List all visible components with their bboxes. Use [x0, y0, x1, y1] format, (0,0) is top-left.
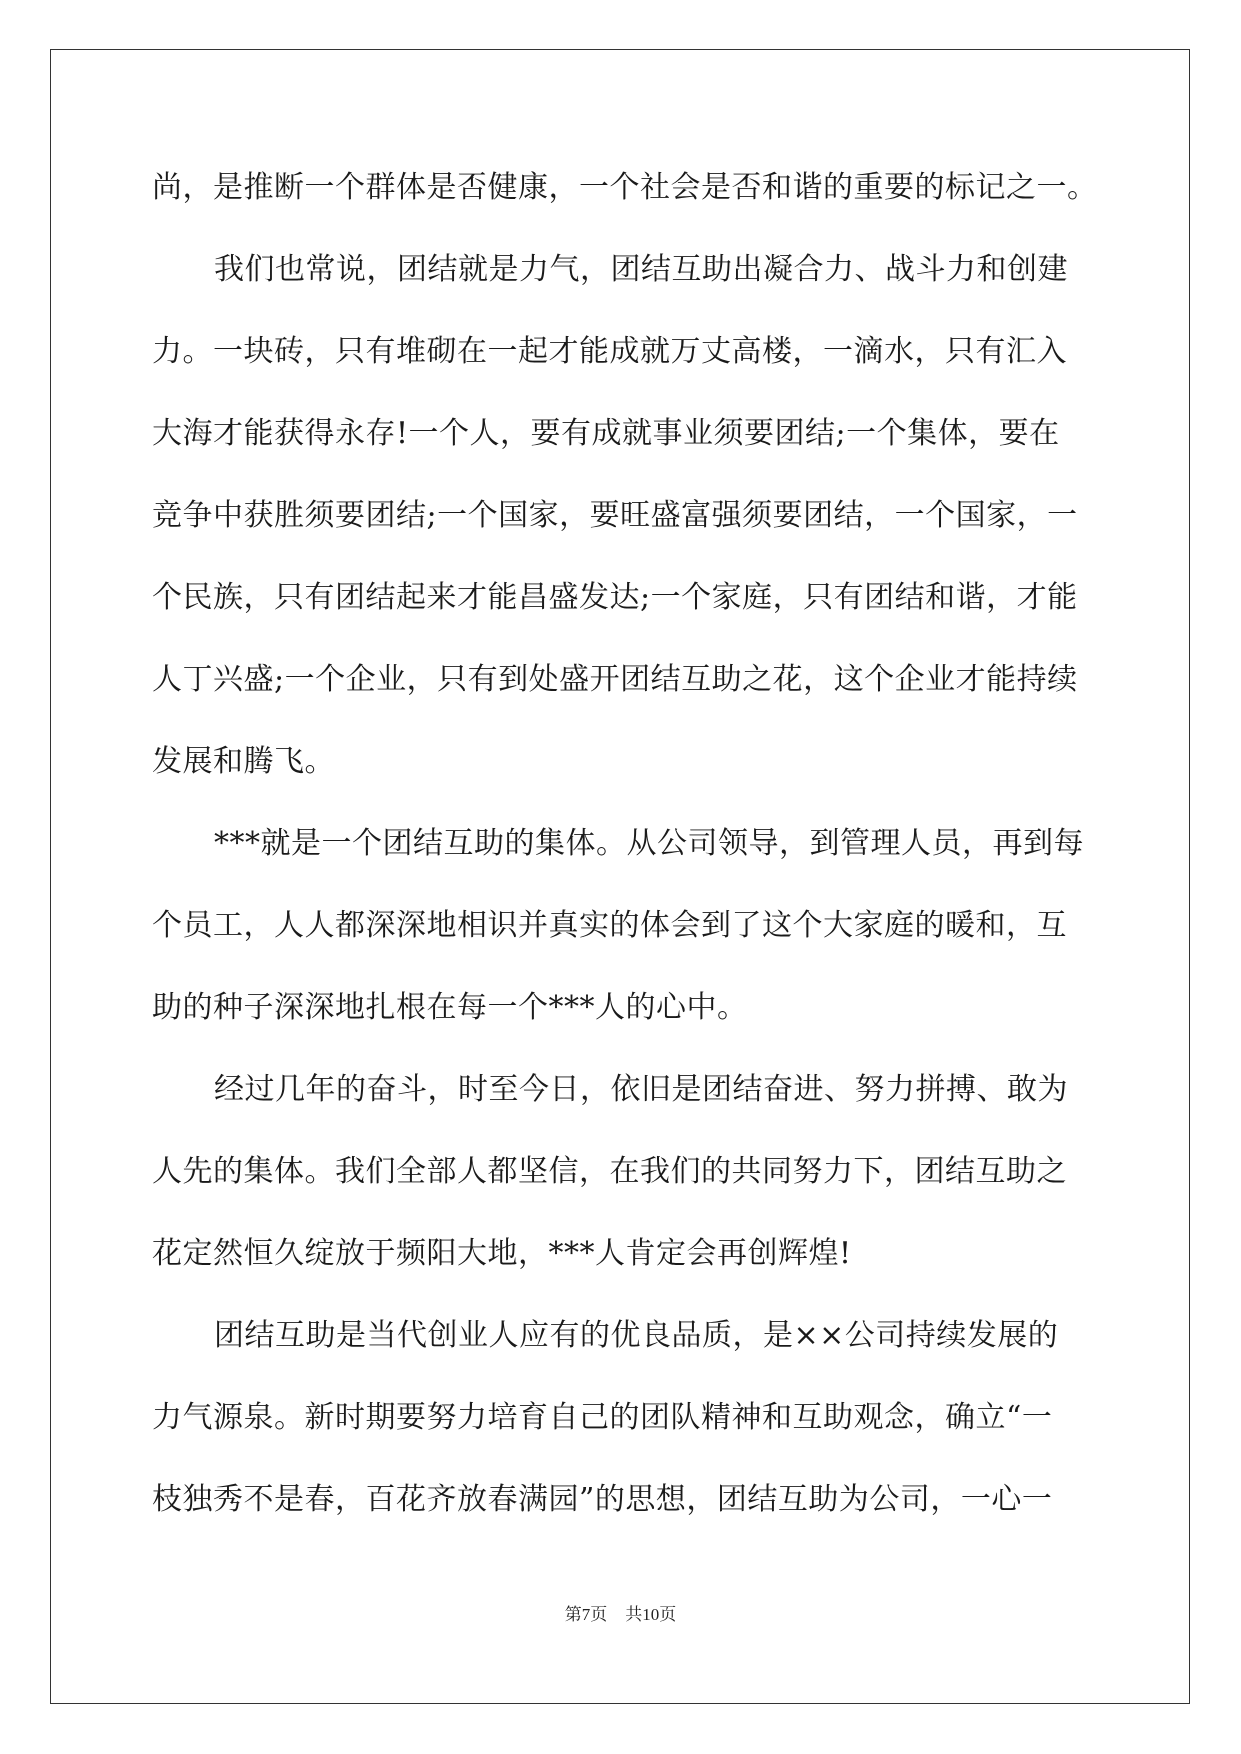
text-line: 花定然恒久绽放于频阳大地，***人肯定会再创辉煌!: [152, 1236, 852, 1271]
text-line: ***就是一个团结互助的集体。从公司领导，到管理人员，再到每: [214, 826, 1084, 861]
text-line: 个民族，只有团结起来才能昌盛发达;一个家庭，只有团结和谐，才能: [152, 580, 1078, 615]
text-line: 人先的集体。我们全部人都坚信，在我们的共同努力下，团结互助之: [152, 1154, 1067, 1189]
page-number: 第7页: [564, 1605, 608, 1624]
page-total: 共10页: [625, 1605, 677, 1624]
page-footer: [0, 1600, 1241, 1625]
text-line: 力气源泉。新时期要努力培育自己的团队精神和互助观念，确立“一: [152, 1400, 1053, 1435]
text-line: 枝独秀不是春，百花齐放春满园”的思想，团结互助为公司，一心一: [152, 1482, 1053, 1517]
document-body: [152, 164, 1098, 1558]
text-line: 竞争中获胜须要团结;一个国家，要旺盛富强须要团结，一个国家，一: [152, 498, 1078, 533]
text-line: 个员工，人人都深深地相识并真实的体会到了这个大家庭的暖和，互: [152, 908, 1067, 943]
text-line: 大海才能获得永存!一个人，要有成就事业须要团结;一个集体，要在: [152, 416, 1060, 451]
text-line: 力。一块砖，只有堆砌在一起才能成就万丈高楼，一滴水，只有汇入: [152, 334, 1067, 369]
text-line: 人丁兴盛;一个企业，只有到处盛开团结互助之花，这个企业才能持续: [152, 662, 1078, 697]
text-line: 经过几年的奋斗，时至今日，依旧是团结奋进、努力拼搏、敢为: [214, 1072, 1068, 1107]
text-line: 尚，是推断一个群体是否健康，一个社会是否和谐的重要的标记之一。: [152, 170, 1098, 205]
text-line: 我们也常说，团结就是力气，团结互助出凝合力、战斗力和创建: [214, 252, 1068, 287]
text-line: 团结互助是当代创业人应有的优良品质，是××公司持续发展的: [214, 1318, 1059, 1353]
text-line: 助的种子深深地扎根在每一个***人的心中。: [152, 990, 748, 1025]
text-line: 发展和腾飞。: [152, 744, 335, 779]
